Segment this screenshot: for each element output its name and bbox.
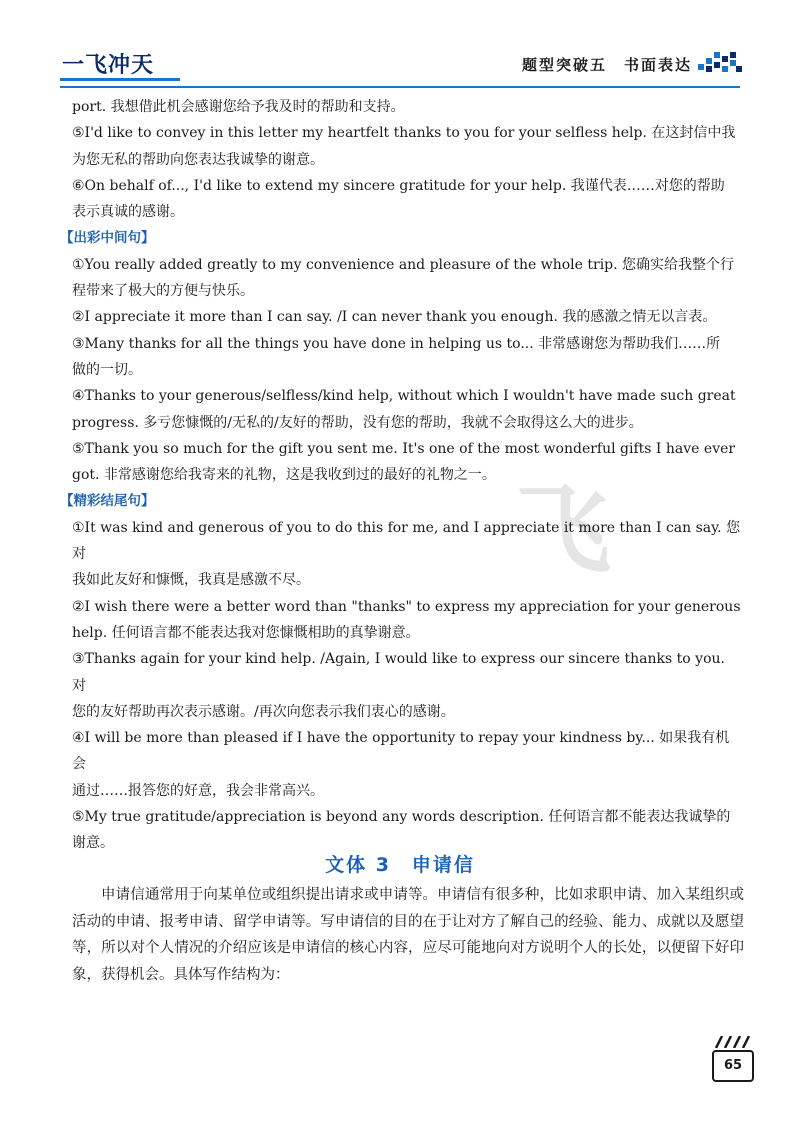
text-line: ①You really added greatly to my convenience and pleasure of the whole trip. 您确实给我整个行 bbox=[72, 256, 735, 273]
text-line: ③Thanks again for your kind help. /Again, I would like to express our sincere thanks to you. 对 bbox=[72, 651, 725, 694]
page-number: 65 bbox=[712, 1050, 754, 1082]
text-line: 为您无私的帮助向您表达我诚挚的谢意。 bbox=[72, 151, 324, 168]
text-line: ⑥On behalf of..., I'd like to extend my sincere gratitude for your help. 我谨代表……对您的帮助 bbox=[72, 177, 725, 194]
text-line: ④I will be more than pleased if I have the opportunity to repay your kindness by... 如果我有机会 bbox=[72, 730, 730, 773]
text-line: ④Thanks to your generous/selfless/kind help, without which I wouldn't have made such great bbox=[72, 388, 736, 405]
text-line: ②I appreciate it more than I can say. /I can never thank you enough. 我的感激之情无以言表。 bbox=[72, 309, 717, 326]
watermark: 飞 bbox=[515, 474, 611, 586]
text-line: progress. 多亏您慷慨的/无私的/友好的帮助，没有您的帮助，我就不会取得这么大的进步。 bbox=[72, 414, 643, 431]
brand-underline bbox=[60, 78, 180, 81]
text-line: ⑤Thank you so much for the gift you sent me. It's one of the most wonderful gifts I have ever bbox=[72, 440, 736, 457]
page-number-box bbox=[712, 1036, 752, 1082]
main-content bbox=[60, 94, 742, 857]
middle-sentences-heading: 【出彩中间句】 bbox=[60, 230, 155, 247]
text-line: 谢意。 bbox=[72, 835, 114, 852]
text-line: ⑤My true gratitude/appreciation is beyond any words description. 任何语言都不能表达我诚挚的 bbox=[72, 809, 731, 826]
intro-paragraph: 申请信通常用于向某单位或组织提出请求或申请等。申请信有很多种，比如求职申请、加入某组织或活动的申请、报考申请、留学申请等。写申请信的目的在于让对方了解自己的经验、能力、成就以及愿望等，所以对个人情况的介绍应该是申请信的核心内容，应尽可能地向对方说明个人的长处，以便留下好印象，获得机会。具体写作结构为： bbox=[72, 887, 744, 983]
stripes-icon bbox=[714, 1036, 750, 1048]
text-line: ③Many thanks for all the things you have done in helping us to... 非常感谢您为帮助我们……所 bbox=[72, 335, 721, 352]
chapter-title: 文体 3 申请信 bbox=[325, 854, 475, 876]
text-line: ⑤I'd like to convey in this letter my heartfelt thanks to you for your selfless help. 在这封信中我 bbox=[72, 125, 736, 142]
text-line: ①It was kind and generous of you to do this for me, and I appreciate it more than I can say. 您对 bbox=[72, 519, 741, 563]
header-rule bbox=[60, 86, 740, 88]
text-line: port. 我想借此机会感谢您给予我及时的帮助和支持。 bbox=[72, 99, 405, 115]
ending-sentences-heading: 【精彩结尾句】 bbox=[60, 493, 155, 510]
checker-pattern-icon bbox=[698, 52, 742, 74]
section-title: 题型突破五 书面表达 bbox=[521, 56, 692, 74]
text-line: 您的友好帮助再次表示感谢。/再次向您表示我们衷心的感谢。 bbox=[72, 703, 455, 720]
text-line: 程带来了极大的方便与快乐。 bbox=[72, 283, 254, 300]
text-line: got. 非常感谢您给我寄来的礼物，这是我收到过的最好的礼物之一。 bbox=[72, 467, 496, 484]
text-line: 通过……报答您的好意，我会非常高兴。 bbox=[72, 782, 324, 799]
text-line: 做的一切。 bbox=[72, 361, 142, 378]
text-line: 我如此友好和慷慨，我真是感激不尽。 bbox=[72, 572, 310, 589]
text-line: help. 任何语言都不能表达我对您慷慨相助的真挚谢意。 bbox=[72, 624, 420, 641]
brand-logo: 一飞冲天 bbox=[62, 53, 155, 78]
text-line: ②I wish there were a better word than "thanks" to express my appreciation for your generous bbox=[72, 598, 741, 615]
page-header bbox=[0, 0, 800, 90]
text-line: 表示真诚的感谢。 bbox=[72, 204, 184, 221]
